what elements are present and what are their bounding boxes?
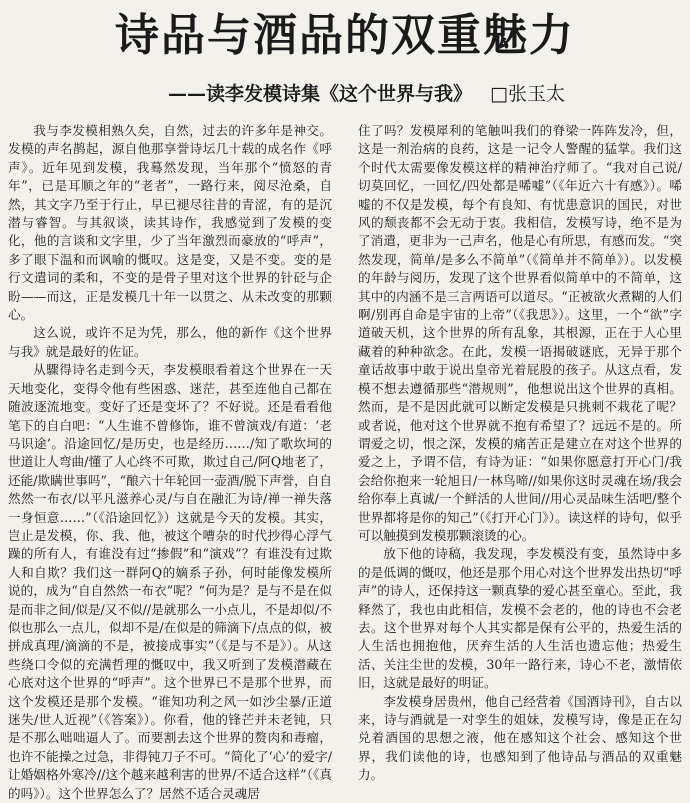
left-column — [8, 122, 332, 801]
paragraph: 我与李发模相熟久矣，自然，过去的许多年是神交。发模的声名鹊起，源自他那享誉诗坛几十载的成名作《呼声》。近年见到发模，我蓦然发现，当年那个“愤怒的青年”，已是耳顺之年的“老者”，一路行来，阅尽沧桑，自然，其文字乃至于行止，早已褪尽往昔的青涩，有的是沉潜与睿智。与其叙谈，读其诗作，我感觉到了发模的变化，他的言谈和文字里，少了当年激烈而豪放的“呼声”，多了眼下温和而讽喻的慨叹。这是变，又是不变。变的是行文遣词的柔和，不变的是骨子里对这个世界的针砭与企盼——而这，正是发模几十年一以贯之、从未改变的那颗心。 — [8, 123, 332, 323]
paragraph: 李发模身居贵州，他自己经营着《国酒诗刊》，自古以来，诗与酒就是一对孪生的姐妹，发模写诗，像是正在勾兑着酒国的思想之液，他在感知这个社会、感知这个世界，我们读他的诗，也感知到了他诗品与酒品的双重魅力。 — [358, 693, 682, 783]
article-title: 诗品与酒品的双重魅力 — [115, 10, 575, 61]
right-column — [358, 122, 682, 783]
author-byline: □张玉太 — [490, 83, 565, 105]
paragraph: 住了吗？发模犀利的笔触叫我们的脊梁一阵阵发冷，但，这是一剂治病的良药，这是一记令人警醒的猛掌。我们这个时代太需要像发模这样的精神治疗师了。“我对自己说/切莫回忆，一回忆/四处都是唏嘘”（《年近六十有感》）。唏嘘的不仅是发模，每个有良知、有忧患意识的国民，对世风的颓丧都不会无动于衷。我相信，发模写诗，绝不是为了消遣，更非为一己声名，他是心有所思，有感而发。“突然发现，简单/是多么不简单”（《简单并不简单》）。以发模的年龄与阅历，发现了这个世界看似简单中的不简单，这其中的内涵不是三言两语可以道尽。“正被欲火煮糊的人们啊/别再自命是宇宙的上帝”（《我思》）。这里，一个“欲”字道破天机，这个世界的所有乱象，其根源，正在于人心里藏着的种种欲念。在此，发模一语揭破谜底，无异于那个童话故事中敢于说出皇帝光着屁股的孩子。从这点看，发模不想去遵循那些“潜规则”，他想说出这个世界的真相。然而，是不是因此就可以断定发模是只挑刺不栽花了呢？或者说，他对这个世界就不抱有希望了？远远不是的。所谓爱之切，恨之深，发模的痛苦正是建立在对这个世界的爱之上，予谓不信，有诗为证：“如果你愿意打开心门/我会给你抱来一轮旭日/一林鸟啼//如果你这时灵魂在场/我会给你奉上真诚/一个鲜活的人世间//用心灵品味生活吧/整个世界都将是你的知己”（《打开心门》）。读这样的诗句，似乎可以触摸到发模那颗滚烫的心。 — [358, 123, 682, 543]
article-subtitle: ——读李发模诗集《这个世界与我》 — [168, 83, 473, 105]
paragraph: 这么说，或许不足为凭，那么，他的新作《这个世界与我》就是最好的佐证。 — [8, 325, 332, 359]
subtitle-row — [0, 80, 690, 108]
paragraph: 从驟得诗名走到今天，李发模眼看着这个世界在一天天地变化，变得令他有些困惑、迷茫，甚至连他自己都在随波逐流地变。变好了还是变坏了？不好说。还是看看他笔下的自白吧：“人生谁不曾修饰，谁不曾演戏/有道：‘老马识途’。沿途回忆/是历史，也是经历……/知了歌坎坷的世道让人弯曲/懂了人心终不可欺，欺过自己/阿Q地老了，还能/欺瞒世事吗”，“酿六十年轮回一壶酒/脱下声誉，自自然然一布衣/以平凡滋养心灵/与自在融汇为诗/禅一禅失落一身恒意……”（《沿途回忆》）这就是今天的发模。其实，岂止是发模，你、我、他，被这个嘈杂的时代抄得心浮气躁的所有人，有谁没有过“掺假”和“演戏”？有谁没有过欺人和自欺？我们这一群阿Q的嫡系子孙，何时能像发模所说的，成为“自自然然一布衣”呢？“何为是？是与不是在似是而非之间/似是/又不似//是就那么一小点儿，不是却似/不似也那么一点儿，似却不是/在似是的筛滴下/点点的似，被拼成真理/滴滴的不是，被接成事实”（《是与不是》）。从这些绕口令似的充满哲理的慨叹中，我又听到了发模潜藏在心底对这个世界的“呼声”。这个世界已不是那个世界，而这个发模还是那个发模。“谁知功利之风一如沙尘暴/正道迷失/世人近视”（《答案》）。你看，他的锋芒并未老钝，只是不那么咄咄逼人了。而要割去这个世界的赘肉和毒瘤，也许不能操之过急，非得钝刀子不可。“简化了‘心’的爱字/让婚姻格外寒冷//这个越来越利害的世界/不适合这样”（《真的吗》）。这个世界怎么了？居然不适合灵魂居 — [8, 362, 332, 801]
paragraph: 放下他的诗稿，我发现，李发模没有变，虽然诗中多的是低调的慨叹，他还是那个用心对这个世界发出热切“呼声”的诗人，还保持这一颗真挚的爱心甚至童心。至此，我释然了，我也由此相信，发模不会老的，他的诗也不会老去。这个世界对每个人其实都是保有公平的，热爱生活的人生活也拥抱他，厌弃生活的人生活也遗忘他；热爱生活、关注尘世的发模，30年一路行来，诗心不老，激情依旧，这就是最好的明证。 — [358, 546, 682, 691]
